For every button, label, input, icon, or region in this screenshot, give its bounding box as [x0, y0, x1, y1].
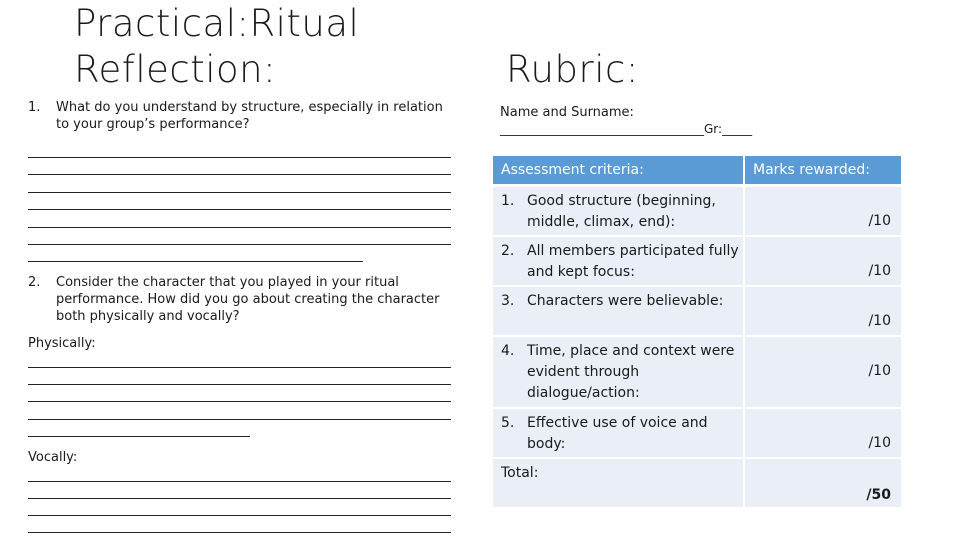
mark-row-1[interactable]: /10	[745, 187, 901, 235]
answer-line[interactable]	[28, 174, 451, 175]
answer-line[interactable]	[28, 209, 451, 210]
row-criterion: Characters were believable:	[527, 293, 724, 309]
rubric-title: Rubric:	[506, 48, 639, 91]
name-grade-line[interactable]: __________________________________Gr:_____	[500, 122, 753, 136]
answer-line[interactable]	[28, 192, 451, 193]
vocally-label: Vocally:	[28, 450, 78, 465]
question-2-text: Consider the character that you played in your ritual performance. How did you go about creating the character both physically and vocally?	[56, 275, 440, 324]
answer-line[interactable]	[28, 227, 451, 228]
answer-line[interactable]	[28, 401, 451, 402]
row-number: 4.	[501, 343, 515, 359]
answer-line[interactable]	[28, 384, 451, 385]
question-2-number: 2.	[28, 275, 41, 290]
row-number: 1.	[501, 193, 515, 209]
name-label: Name and Surname:	[500, 105, 634, 120]
criteria-row-3	[493, 287, 743, 335]
physically-label: Physically:	[28, 336, 96, 351]
answer-line[interactable]	[28, 498, 451, 499]
header-marks: Marks rewarded:	[745, 156, 901, 184]
row-number: 2.	[501, 243, 515, 259]
answer-line[interactable]	[28, 261, 363, 262]
answer-line[interactable]	[28, 419, 451, 420]
total-label: Total:	[493, 459, 743, 507]
criteria-row-2	[493, 237, 743, 285]
answer-line[interactable]	[28, 532, 451, 533]
mark-row-4[interactable]: /10	[745, 337, 901, 407]
mark-row-3[interactable]: /10	[745, 287, 901, 335]
answer-line[interactable]	[28, 481, 451, 482]
row-criterion: All members participated fully and kept focus:	[527, 243, 739, 280]
total-mark[interactable]: /50	[745, 459, 901, 507]
answer-line[interactable]	[28, 157, 451, 158]
row-number: 5.	[501, 415, 515, 431]
criteria-row-5	[493, 409, 743, 457]
row-criterion: Good structure (beginning, middle, climax, end):	[527, 193, 716, 230]
answer-line[interactable]	[28, 244, 451, 245]
answer-line[interactable]	[28, 436, 250, 437]
row-criterion: Effective use of voice and body:	[527, 415, 708, 452]
page-title-line2: Reflection:	[74, 48, 277, 91]
answer-line[interactable]	[28, 515, 451, 516]
criteria-row-1	[493, 187, 743, 235]
mark-row-2[interactable]: /10	[745, 237, 901, 285]
answer-line[interactable]	[28, 367, 451, 368]
row-number: 3.	[501, 293, 515, 309]
mark-row-5[interactable]: /10	[745, 409, 901, 457]
page-title-line1: Practical:Ritual	[74, 2, 360, 45]
header-criteria: Assessment criteria:	[493, 156, 743, 184]
question-1-text: What do you understand by structure, especially in relation to your group’s performance?	[56, 100, 443, 132]
criteria-row-4	[493, 337, 743, 407]
question-1-number: 1.	[28, 100, 41, 115]
row-criterion: Time, place and context were evident through dialogue/action:	[527, 343, 735, 401]
